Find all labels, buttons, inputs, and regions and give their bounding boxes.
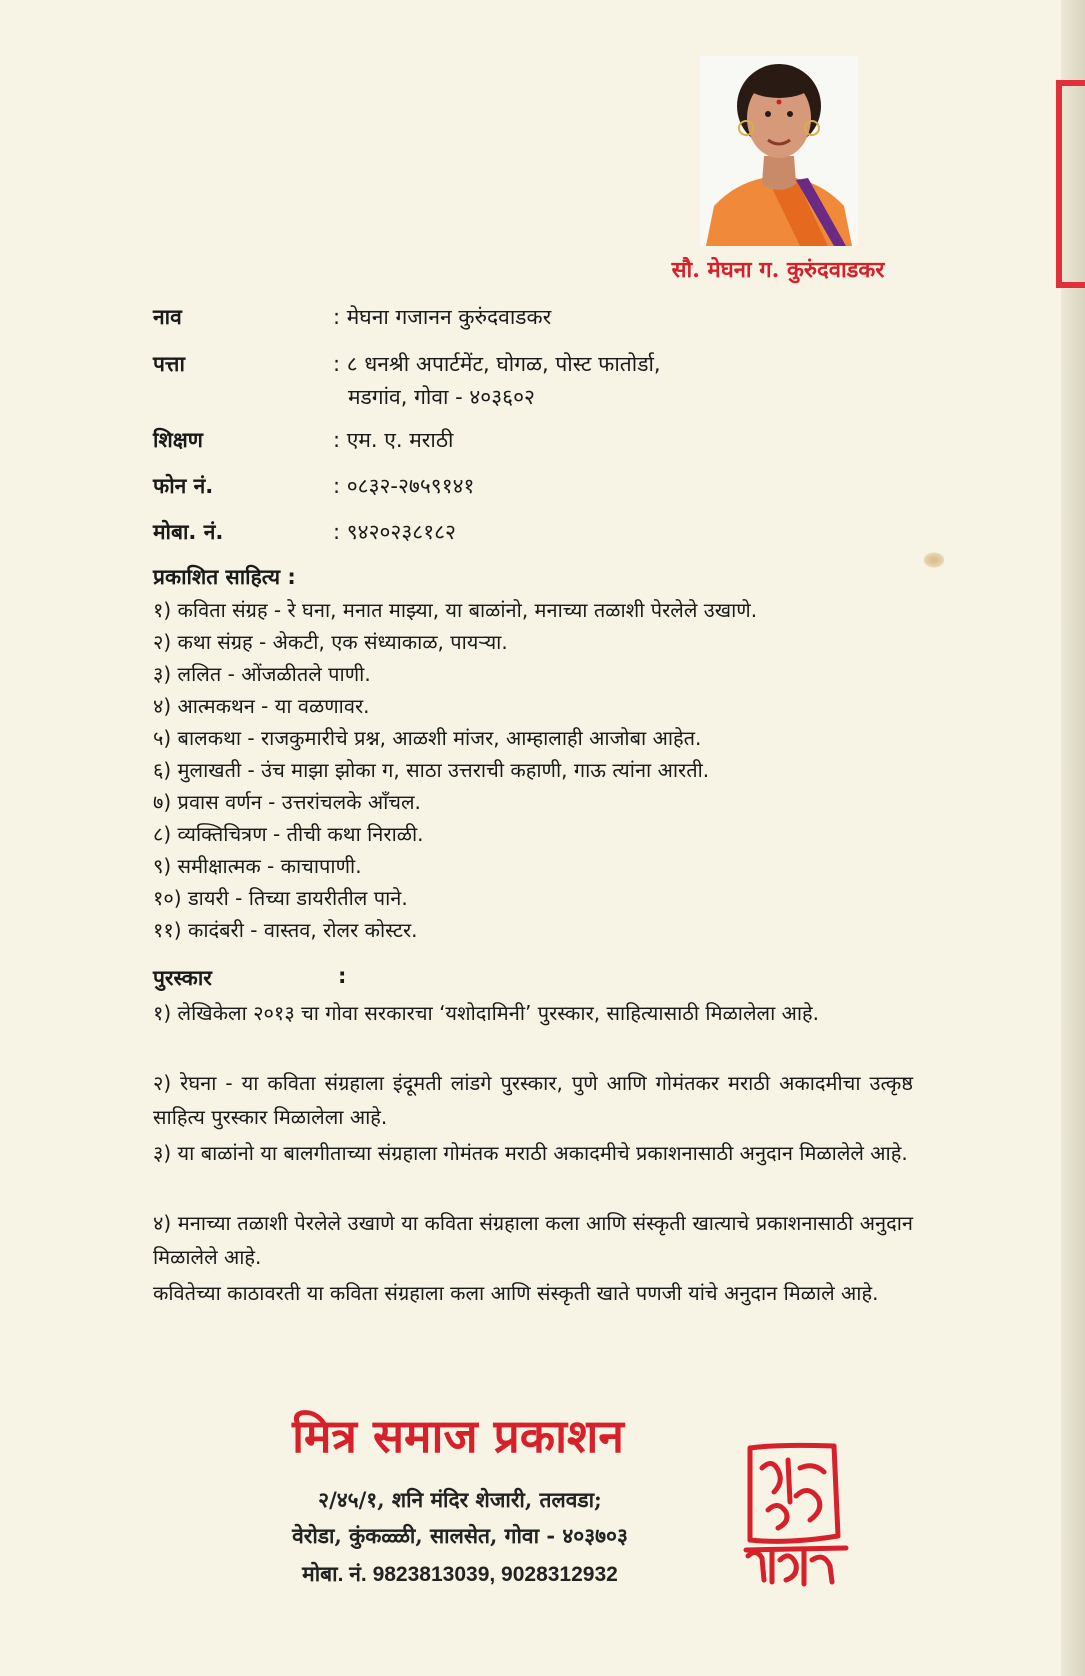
published-item: १) कविता संग्रह - रे घना, मनात माझ्या, या बाळांनो, मनाच्या तळाशी पेरलेले उखाणे.	[153, 598, 758, 622]
published-heading: प्रकाशित साहित्य :	[153, 565, 296, 589]
author-portrait-icon	[700, 56, 858, 246]
value-mobile: : ९४२०२३८१८२	[333, 520, 456, 544]
publisher-logo	[738, 1440, 854, 1590]
award-paragraph: २) रेघना - या कविता संग्रहाला इंदूमती लांडगे पुरस्कार, पुणे आणि गोमंतकर मराठी अकादमीचा उत्कृष्ठ साहित्य पुरस्कार मिळालेला आहे.	[153, 1071, 913, 1129]
award-paragraph: ४) मनाच्या तळाशी पेरलेले उखाणे या कविता संग्रहाला कला आणि संस्कृती खात्याचे प्रकाशनासाठी अनुदान मिळालेले आहे.	[153, 1211, 913, 1269]
paper-speck	[923, 552, 945, 568]
publisher-stamp-icon	[738, 1440, 854, 1590]
published-item: ४) आत्मकथन - या वळणावर.	[153, 694, 370, 718]
value-phone: : ०८३२-२७५९१४१	[333, 474, 475, 498]
published-item: ७) प्रवास वर्णन - उत्तरांचलके आँचल.	[153, 790, 421, 814]
label-mobile: मोबा. नं.	[153, 520, 224, 544]
published-item: ११) कादंबरी - वास्तव, रोलर कोस्टर.	[153, 918, 418, 942]
red-border-mark	[1056, 80, 1085, 288]
author-caption: सौ. मेघना ग. कुरुंदवाडकर	[671, 257, 885, 283]
published-item: ५) बालकथा - राजकुमारीचे प्रश्न, आळशी मांजर, आम्हालाही आजोबा आहेत.	[153, 726, 702, 750]
author-photo	[700, 56, 858, 246]
award-paragraph: ३) या बाळांनो या बालगीताच्या संग्रहाला गोमंतक मराठी अकादमीचे प्रकाशनासाठी अनुदान मिळालेले आहे.	[153, 1141, 908, 1165]
value-education: : एम. ए. मराठी	[333, 428, 454, 452]
awards-heading: पुरस्कार	[153, 966, 212, 990]
award-paragraph: कवितेच्या काठावरती या कविता संग्रहाला कला आणि संस्कृती खाते पणजी यांचे अनुदान मिळाले आहे.	[153, 1281, 879, 1305]
published-item: २) कथा संग्रह - अेकटी, एक संध्याकाळ, पायऱ्या.	[153, 630, 508, 654]
publisher-name: मित्र समाज प्रकाशन	[292, 1409, 624, 1463]
publisher-address-line1: २/४५/१, शनि मंदिर शेजारी, तलवडा;	[318, 1487, 602, 1512]
published-item: ३) ललित - ओंजळीतले पाणी.	[153, 662, 371, 686]
published-item: ८) व्यक्तिचित्रण - तीची कथा निराळी.	[153, 822, 424, 846]
publisher-address-line2: वेरोडा, कुंकळ्ळी, सालसेत, गोवा - ४०३७०३	[292, 1523, 628, 1548]
published-item: १०) डायरी - तिच्या डायरीतील पाने.	[153, 886, 408, 910]
publisher-phone: मोबा. नं. 9823813039, 9028312932	[302, 1563, 618, 1586]
awards-colon: :	[338, 964, 347, 988]
award-paragraph: १) लेखिकेला २०१३ चा गोवा सरकारचा ‘यशोदामिनी’ पुरस्कार, साहित्यासाठी मिळालेला आहे.	[153, 1001, 820, 1025]
value-address-line2: मडगांव, गोवा - ४०३६०२	[348, 385, 535, 409]
published-item: ९) समीक्षात्मक - काचापाणी.	[153, 854, 362, 878]
label-phone: फोन नं.	[153, 474, 214, 498]
label-education: शिक्षण	[153, 428, 203, 452]
label-name: नाव	[153, 305, 182, 329]
value-name: : मेघना गजानन कुरुंदवाडकर	[333, 305, 552, 329]
label-address: पत्ता	[153, 352, 185, 376]
value-address: : ८ धनश्री अपार्टमेंट, घोगळ, पोस्ट फातोर्डा,	[333, 352, 661, 376]
published-item: ६) मुलाखती - उंच माझा झोका ग, साठा उत्तराची कहाणी, गाऊ त्यांना आरती.	[153, 758, 710, 782]
